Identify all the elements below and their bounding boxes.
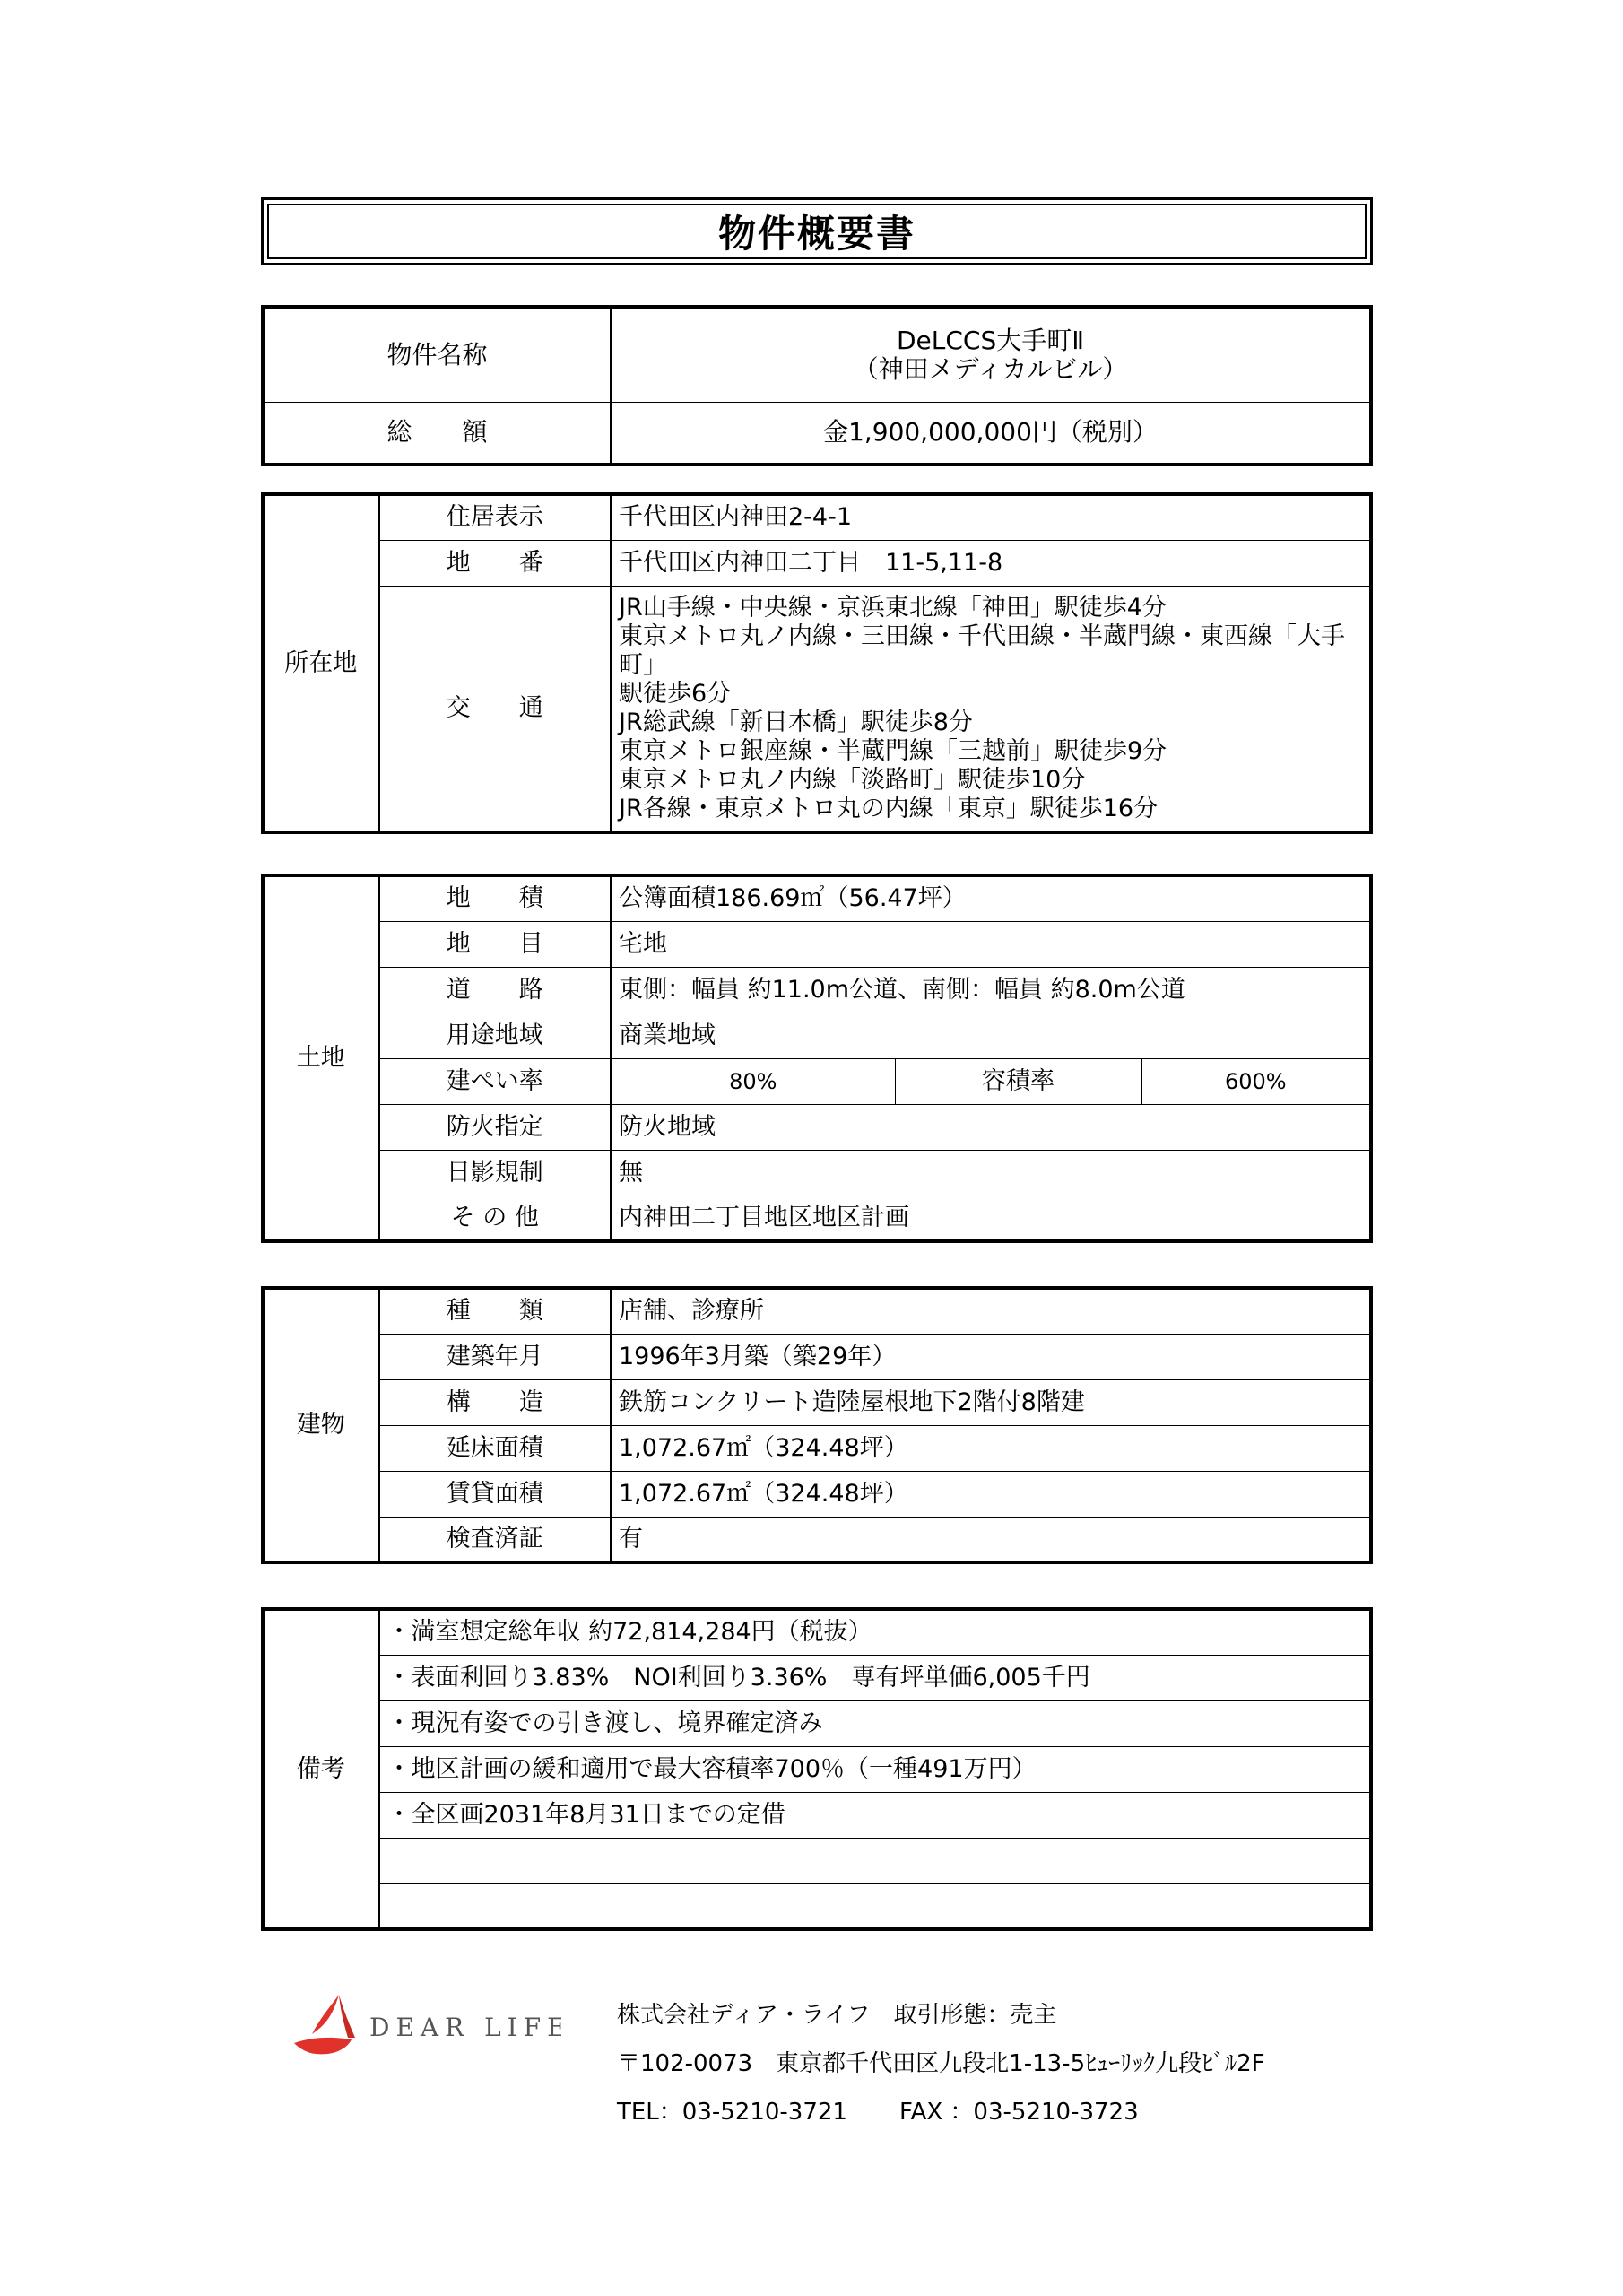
property-name-line1: DeLCCS大手町Ⅱ: [896, 325, 1085, 355]
road-row: [263, 967, 1371, 1013]
price-row: [263, 402, 1371, 465]
address-value: 千代田区内神田2-4-1: [611, 494, 1371, 540]
traffic-line: 東京メトロ丸ノ内線・三田線・千代田線・半蔵門線・東西線「大手町」: [619, 622, 1345, 679]
remark-text: ・表面利回り3.83% NOI利回り3.36% 専有坪単価6,005千円: [378, 1655, 1371, 1700]
title-box: [261, 197, 1373, 265]
land-area-label: 地 積: [378, 875, 611, 921]
far-value: 600%: [1141, 1058, 1371, 1104]
remark-row: [263, 1792, 1371, 1838]
other-row: [263, 1196, 1371, 1241]
land-category-label: 地 目: [378, 921, 611, 967]
lot-label: 地 番: [378, 540, 611, 586]
building-type-row: [263, 1288, 1371, 1334]
price-value: 金1,900,000,000円（税別）: [611, 402, 1371, 465]
built-label: 建築年月: [378, 1334, 611, 1379]
remark-row: [263, 1883, 1371, 1929]
land-category-value: 宅地: [611, 921, 1371, 967]
traffic-line: JR各線・東京メトロ丸の内線「東京」駅徒歩16分: [619, 794, 1159, 822]
structure-label: 構 造: [378, 1379, 611, 1425]
traffic-line: JR総武線「新日本橋」駅徒歩8分: [619, 708, 973, 736]
traffic-row: [263, 586, 1371, 832]
floor-area-row: [263, 1425, 1371, 1471]
traffic-line: 東京メトロ銀座線・半蔵門線「三越前」駅徒歩9分: [619, 736, 1167, 765]
remark-text: ・現況有姿での引き渡し、境界確定済み: [378, 1700, 1371, 1746]
road-value: 東側：幅員 約11.0m公道、南側：幅員 約8.0m公道: [611, 967, 1371, 1013]
rent-area-row: [263, 1471, 1371, 1517]
inspection-row: [263, 1517, 1371, 1562]
remark-text: [378, 1838, 1371, 1883]
shadow-row: [263, 1150, 1371, 1196]
remark-row: [263, 1746, 1371, 1792]
road-label: 道 路: [378, 967, 611, 1013]
traffic-label: 交 通: [378, 586, 611, 832]
remarks-table: [261, 1607, 1373, 1931]
fire-row: [263, 1104, 1371, 1150]
structure-row: [263, 1379, 1371, 1425]
company-address: 〒102-0073 東京都千代田区九段北1-13-5ﾋｭｰﾘｯｸ九段ﾋﾞﾙ2F: [617, 2050, 1265, 2077]
other-value: 内神田二丁目地区地区計画: [611, 1196, 1371, 1241]
address-label: 住居表示: [378, 494, 611, 540]
fire-label: 防火指定: [378, 1104, 611, 1150]
shadow-value: 無: [611, 1150, 1371, 1196]
price-label: 総 額: [263, 402, 611, 465]
remark-text: ・満室想定総年収 約72,814,284円（税抜）: [378, 1609, 1371, 1655]
remark-row: [263, 1700, 1371, 1746]
built-row: [263, 1334, 1371, 1379]
land-category-row: [263, 921, 1371, 967]
company-logo: [292, 1993, 561, 2056]
company-tel: TEL：03-5210-3721: [617, 2099, 847, 2126]
land-area-row: [263, 875, 1371, 921]
land-table: [261, 874, 1373, 1243]
building-type-label: 種 類: [378, 1288, 611, 1334]
traffic-line: JR山手線・中央線・京浜東北線「神田」駅徒歩4分: [619, 593, 1167, 622]
building-type-value: 店舗、診療所: [611, 1288, 1371, 1334]
inspection-label: 検査済証: [378, 1517, 611, 1562]
other-label: そ の 他: [378, 1196, 611, 1241]
zoning-value: 商業地域: [611, 1013, 1371, 1058]
bcr-value: 80%: [611, 1058, 895, 1104]
property-name-row: [263, 307, 1371, 402]
address-row: [263, 494, 1371, 540]
remark-text: ・地区計画の緩和適用で最大容積率700％（一種491万円）: [378, 1746, 1371, 1792]
floor-area-value: 1,072.67㎡（324.48坪）: [611, 1425, 1371, 1471]
zoning-row: [263, 1013, 1371, 1058]
remark-text: ・全区画2031年8月31日までの定借: [378, 1792, 1371, 1838]
floor-area-label: 延床面積: [378, 1425, 611, 1471]
remark-row: [263, 1609, 1371, 1655]
building-table: [261, 1286, 1373, 1564]
rent-area-value: 1,072.67㎡（324.48坪）: [611, 1471, 1371, 1517]
fire-value: 防火地域: [611, 1104, 1371, 1150]
property-name-value: [611, 307, 1371, 402]
remark-row: [263, 1655, 1371, 1700]
remark-text: [378, 1883, 1371, 1929]
property-name-line2: （神田メディカルビル）: [853, 353, 1128, 384]
bcr-label: 建ぺい率: [378, 1058, 611, 1104]
traffic-value: [611, 586, 1371, 832]
company-info: 株式会社ディア・ライフ 取引形態：売主: [617, 2002, 1057, 2029]
remarks-group-label: 備考: [263, 1609, 378, 1929]
property-name-label: 物件名称: [263, 307, 611, 402]
shadow-label: 日影規制: [378, 1150, 611, 1196]
company-fax: FAX ：03-5210-3723: [899, 2099, 1139, 2126]
ratio-row: [263, 1058, 1371, 1104]
lot-row: [263, 540, 1371, 586]
traffic-line: 駅徒歩6分: [619, 679, 732, 708]
land-group-label: 土地: [263, 875, 378, 1241]
far-label: 容積率: [895, 1058, 1141, 1104]
summary-table: [261, 305, 1373, 466]
land-area-value: 公簿面積186.69㎡（56.47坪）: [611, 875, 1371, 921]
building-group-label: 建物: [263, 1288, 378, 1562]
page-title: 物件概要書: [267, 204, 1367, 259]
inspection-value: 有: [611, 1517, 1371, 1562]
built-value: 1996年3月築（築29年）: [611, 1334, 1371, 1379]
location-table: [261, 492, 1373, 834]
logo-text: DEAR LIFE: [369, 2013, 561, 2042]
lot-value: 千代田区内神田二丁目 11-5,11-8: [611, 540, 1371, 586]
remark-row: [263, 1838, 1371, 1883]
rent-area-label: 賃貸面積: [378, 1471, 611, 1517]
location-group-label: 所在地: [263, 494, 378, 832]
traffic-line: 東京メトロ丸ノ内線「淡路町」駅徒歩10分: [619, 765, 1086, 794]
dear-life-logo-icon: [292, 1993, 561, 2056]
structure-value: 鉄筋コンクリート造陸屋根地下2階付8階建: [611, 1379, 1371, 1425]
zoning-label: 用途地域: [378, 1013, 611, 1058]
